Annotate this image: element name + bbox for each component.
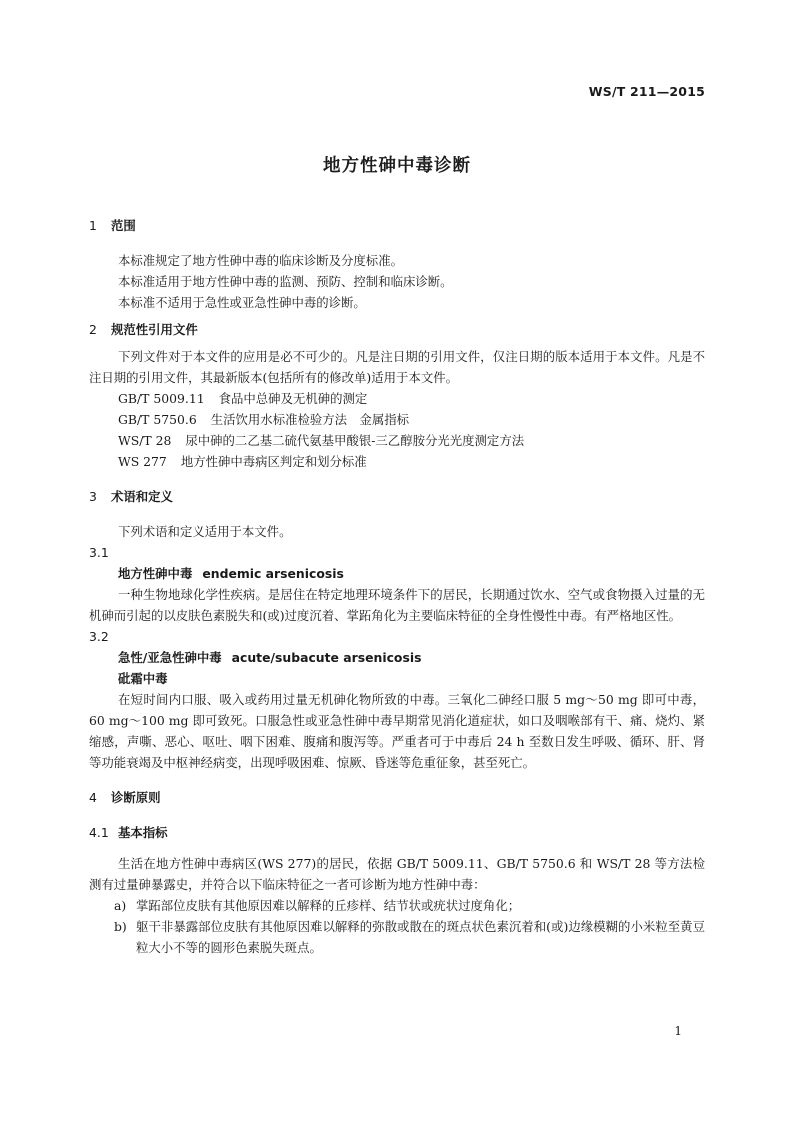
term-definition: 一种生物地球化学性疾病。是居住在特定地理环境条件下的居民，长期通过饮水、空气或食物摄入过量的无机砷而引起的以皮肤色素脱失和(或)过度沉着、掌跖角化为主要临床特征的全身性慢性中毒。有严格地区性。	[89, 587, 705, 623]
document-body	[89, 215, 705, 958]
paragraph: 生活在地方性砷中毒病区(WS 277)的居民，依据 GB/T 5009.11、GB/T 5750.6 和 WS/T 28 等方法检测有过量砷暴露史，并符合以下临床特征之一者可诊断为地方性砷中毒：	[89, 856, 705, 892]
list-text: 躯干非暴露部位皮肤有其他原因难以解释的弥散或散在的斑点状色素沉着和(或)边缘模糊的小米粒至黄豆粒大小不等的圆形色素脱失斑点。	[136, 919, 705, 955]
term-alias: 砒霜中毒	[118, 671, 168, 686]
reference-item	[89, 388, 705, 409]
subsection-title: 基本指标	[118, 825, 168, 840]
page-title: 地方性砷中毒诊断	[323, 156, 471, 176]
term-heading	[89, 647, 705, 668]
term-number: 3.2	[89, 629, 109, 644]
reference-item	[89, 430, 705, 451]
section-title: 诊断原则	[111, 790, 161, 805]
paragraph: 本标准不适用于急性或亚急性砷中毒的诊断。	[118, 295, 366, 310]
reference-title: 食品中总砷及无机砷的测定	[218, 391, 368, 406]
section-number: 3	[89, 489, 97, 504]
term-heading	[89, 563, 705, 584]
reference-code: GB/T 5750.6	[118, 412, 197, 427]
section-1-heading	[89, 215, 705, 236]
section-number: 4	[89, 790, 97, 805]
reference-code: GB/T 5009.11	[118, 391, 205, 406]
list-item	[89, 916, 705, 958]
section-number: 1	[89, 218, 97, 233]
standard-number: WS/T 211—2015	[588, 84, 705, 99]
subsection-heading	[89, 822, 705, 843]
list-item	[89, 895, 705, 916]
page-number: 1	[674, 1024, 682, 1038]
term-en: acute/subacute arsenicosis	[231, 650, 422, 665]
term-number: 3.1	[89, 545, 109, 560]
term-definition: 在短时间内口服、吸入或药用过量无机砷化物所致的中毒。三氧化二砷经口服 5 mg～50 mg 即可中毒，60 mg～100 mg 即可致死。口服急性或亚急性砷中毒早期常见消化道症状，如口及咽喉部有干、痛、烧灼、紧缩感，声嘶、恶心、呕吐、咽下困难、腹痛和腹泻等。严重者可于中毒后 24 h 至数日发生呼吸、循环、肝、肾等功能衰竭及中枢神经病变，出现呼吸困难、惊厥、昏迷等危重征象，甚至死亡。	[89, 692, 705, 770]
reference-code: WS/T 28	[118, 433, 172, 448]
term-zh: 地方性砷中毒	[118, 566, 193, 581]
section-3-heading	[89, 486, 705, 507]
subsection-number: 4.1	[89, 825, 109, 840]
list-label: a)	[114, 898, 127, 913]
section-2-heading	[89, 319, 705, 340]
term-zh: 急性/亚急性砷中毒	[118, 650, 222, 665]
section-title: 范围	[111, 218, 136, 233]
term-en: endemic arsenicosis	[202, 566, 344, 581]
paragraph: 下列文件对于本文件的应用是必不可少的。凡是注日期的引用文件，仅注日期的版本适用于本文件。凡是不注日期的引用文件，其最新版本(包括所有的修改单)适用于本文件。	[89, 349, 705, 385]
section-number: 2	[89, 322, 97, 337]
reference-title: 尿中砷的二乙基二硫代氨基甲酸银-三乙醇胺分光光度测定方法	[185, 433, 525, 448]
section-title: 术语和定义	[111, 489, 173, 504]
reference-item	[89, 451, 705, 472]
paragraph: 本标准规定了地方性砷中毒的临床诊断及分度标准。	[118, 253, 403, 268]
reference-item	[89, 409, 705, 430]
reference-code: WS 277	[118, 454, 167, 469]
reference-title: 地方性砷中毒病区判定和划分标准	[180, 454, 367, 469]
paragraph: 下列术语和定义适用于本文件。	[118, 524, 292, 539]
section-4-heading	[89, 787, 705, 808]
list-label: b)	[114, 919, 127, 934]
paragraph: 本标准适用于地方性砷中毒的监测、预防、控制和临床诊断。	[118, 274, 453, 289]
section-title: 规范性引用文件	[111, 322, 198, 337]
list-text: 掌跖部位皮肤有其他原因难以解释的丘疹样、结节状或疣状过度角化；	[136, 898, 521, 913]
reference-title: 生活饮用水标准检验方法 金属指标	[210, 412, 409, 427]
